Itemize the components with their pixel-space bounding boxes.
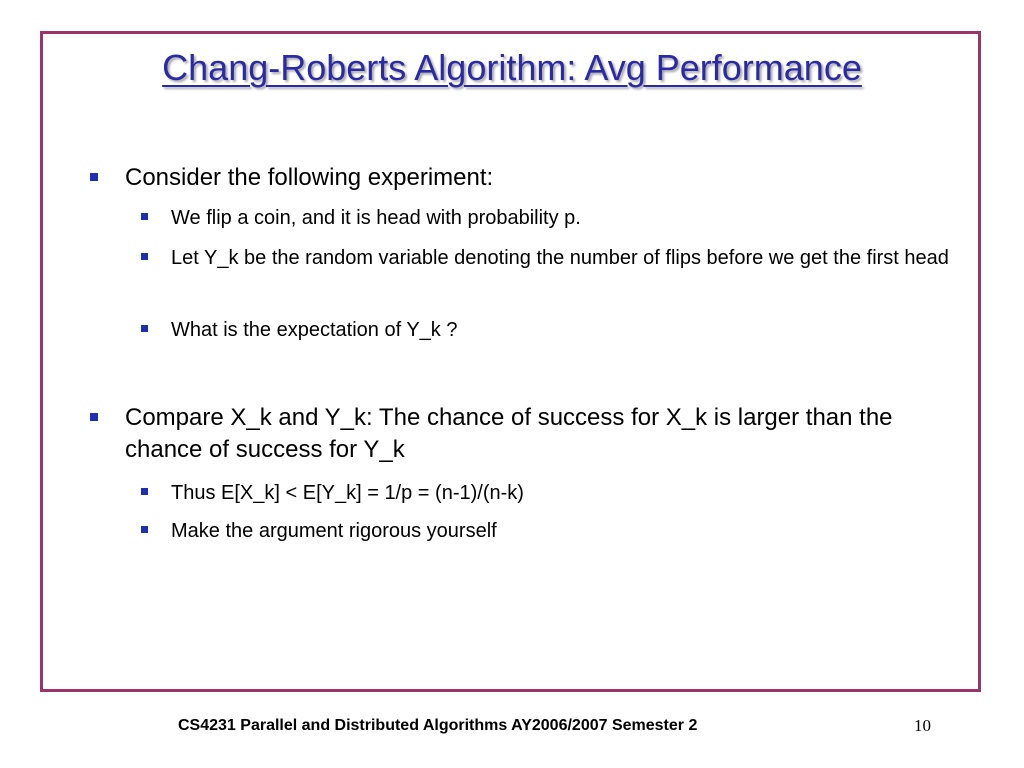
- sub-bullet-item: [171, 203, 951, 233]
- sub-bullet-text: Let Y_k be the random variable denoting the number of flips before we get the first head: [171, 247, 949, 269]
- sub-bullet-item: [171, 478, 951, 508]
- slide-frame: [40, 31, 981, 692]
- square-bullet-icon: [90, 173, 98, 181]
- sub-bullet-text: We flip a coin, and it is head with probability p.: [171, 207, 581, 229]
- page-number: 10: [914, 716, 931, 735]
- sub-bullet-item: [171, 516, 951, 546]
- sub-bullet-text: What is the expectation of Y_k ?: [171, 319, 458, 341]
- square-bullet-icon: [141, 253, 148, 260]
- bullet-item: [125, 162, 955, 194]
- slide-title: Chang-Roberts Algorithm: Avg Performance: [162, 47, 862, 88]
- square-bullet-icon: [141, 488, 148, 495]
- sub-bullet-item: [171, 243, 951, 273]
- bullet-text: Compare X_k and Y_k: The chance of success for X_k is larger than the chance of success for Y_k: [125, 404, 893, 463]
- bullet-item: [125, 402, 945, 466]
- sub-bullet-text: Thus E[X_k] < E[Y_k] = 1/p = (n-1)/(n-k): [171, 482, 524, 504]
- sub-bullet-item: [171, 315, 951, 345]
- square-bullet-icon: [141, 526, 148, 533]
- square-bullet-icon: [141, 213, 148, 220]
- sub-bullet-text: Make the argument rigorous yourself: [171, 520, 497, 542]
- bullet-text: Consider the following experiment:: [125, 164, 494, 191]
- footer-course: CS4231 Parallel and Distributed Algorithms AY2006/2007 Semester 2: [178, 717, 698, 734]
- square-bullet-icon: [141, 325, 148, 332]
- square-bullet-icon: [90, 413, 98, 421]
